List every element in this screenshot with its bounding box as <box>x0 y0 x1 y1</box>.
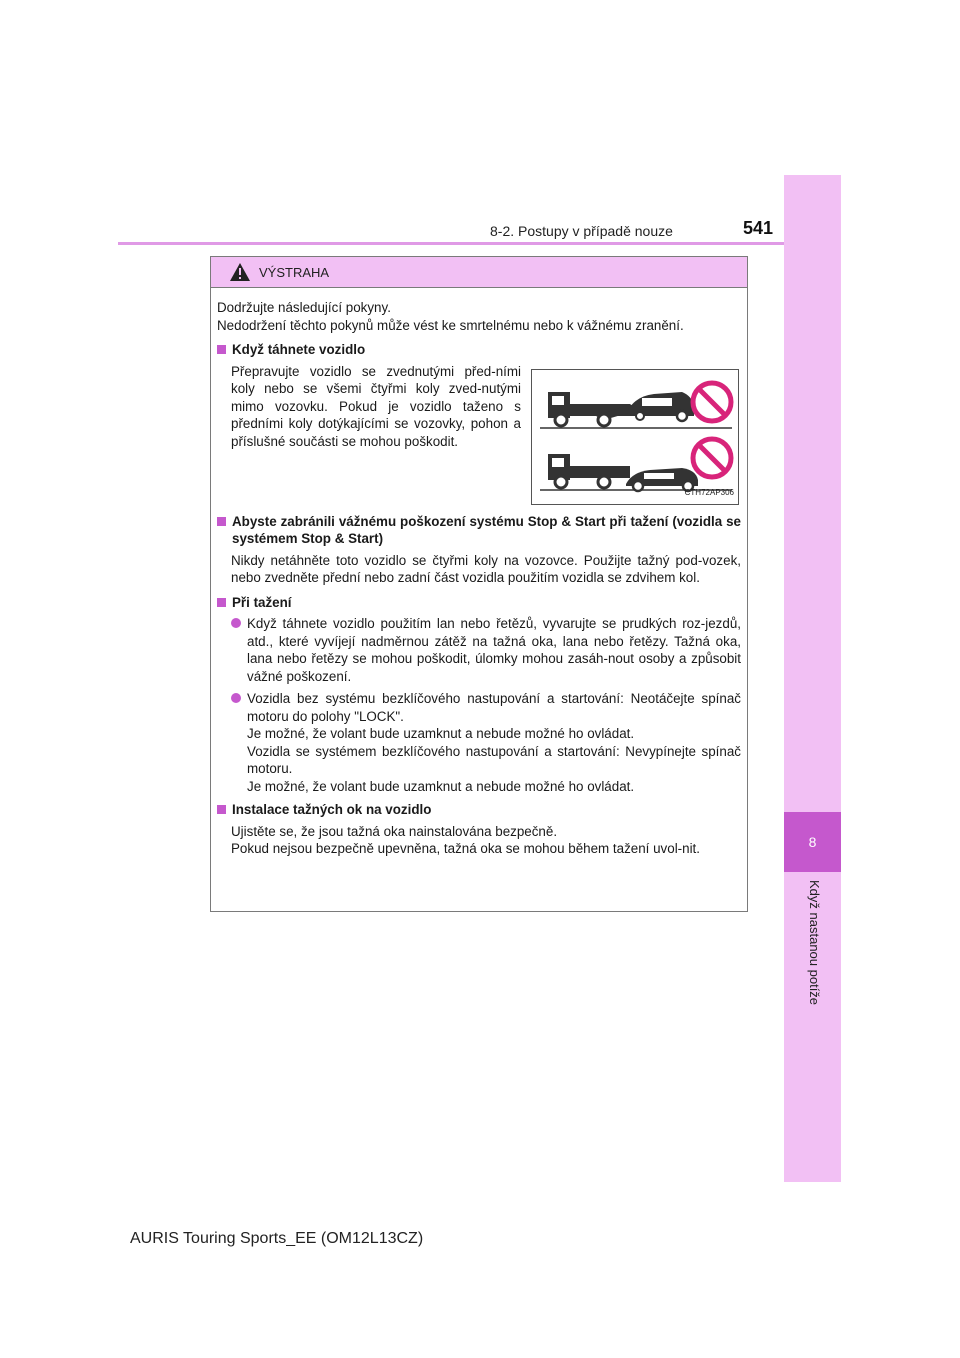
during-towing-heading: Při tažení <box>232 594 292 610</box>
header-rule <box>118 242 784 245</box>
intro-line-1: Dodržujte následující pokyny. <box>217 300 391 315</box>
towing-eyelet-text <box>217 823 741 858</box>
towing-ropes-text: Když táhnete vozidlo použitím lan nebo řetězů, vyvarujte se prudkých roz-jezdů, atd., které vyvíjejí nadměrnou zátěž na tažná oka, lana nebo řetězy. Tažná oka, lana nebo řetězy se mohou poškodit, úlomky mohou zasáh-nout osoby a způsobit vážné poškození. <box>247 616 741 684</box>
intro-line-2: Nedodržení těchto pokynů může vést ke smrtelnému nebo k vážnému zranění. <box>217 317 684 333</box>
section-title: 8-2. Postupy v případě nouze <box>490 223 673 239</box>
stop-start-heading: Abyste zabránili vážnému poškození systému Stop & Start při tažení (vozidla se systémem Stop & Start) <box>232 513 741 546</box>
warning-intro <box>217 299 741 334</box>
stop-start-text: Nikdy netáhněte toto vozidlo se čtyřmi koly na vozovce. Použijte tažný pod-vozek, nebo zvedněte přední nebo zadní část vozidla použitím vozidla se zdvihem kol. <box>231 552 741 585</box>
chapter-number: 8 <box>784 812 841 872</box>
engine-switch-line-4: Je možné, že volant bude uzamknut a nebude možné ho ovládat. <box>247 778 635 794</box>
section-heading <box>217 594 741 612</box>
page-number: 541 <box>743 218 774 238</box>
engine-switch-text <box>247 690 741 795</box>
section-heading <box>217 801 741 819</box>
warning-header <box>211 257 747 288</box>
warning-title: VÝSTRAHA <box>259 264 330 280</box>
engine-switch-line-1: Vozidla bez systému bezklíčového nastupování a startování: Neotáčejte spínač motoru do polohy "LOCK". <box>247 691 741 724</box>
towing-illustration <box>531 369 739 505</box>
towing-eyelet-line-2: Pokud nejsou bezpečně upevněna, tažná oka se mohou během tažení uvol-nit. <box>231 841 700 856</box>
square-bullet-icon <box>217 345 226 354</box>
list-item <box>217 615 741 685</box>
section-heading <box>217 341 741 359</box>
section-heading <box>217 513 741 548</box>
round-bullet-icon <box>231 618 241 628</box>
engine-switch-line-3: Vozidla se systémem bezklíčového nastupování a startování: Nevypínejte spínač motoru. <box>247 743 741 776</box>
list-item <box>217 690 741 795</box>
square-bullet-icon <box>217 805 226 814</box>
warning-content <box>217 299 741 858</box>
round-bullet-icon <box>231 693 241 703</box>
warning-box <box>210 256 748 912</box>
towing-eyelet-line-1: Ujistěte se, že jsou tažná oka nainstalována bezpečně. <box>231 823 558 839</box>
warning-triangle-icon <box>229 262 251 282</box>
footer-model: AURIS Touring Sports_EE (OM12L13CZ) <box>130 1230 424 1247</box>
towing-row <box>217 363 741 505</box>
illustration-code: CTH72AP306 <box>684 488 734 497</box>
towing-text: Přepravujte vozidlo se zvednutými před-ními koly nebo se všemi čtyřmi koly zved-nutými mimo vozovku. Pokud je vozidlo taženo s předními koly dotýkajícími se vozovky, pohon a příslušné součásti se mohou poškodit. <box>231 363 521 449</box>
chapter-side-tab <box>784 175 841 1182</box>
square-bullet-icon <box>217 598 226 607</box>
chapter-label: Když nastanou potíže <box>807 880 822 1006</box>
engine-switch-line-2: Je možné, že volant bude uzamknut a nebude možné ho ovládat. <box>247 726 635 741</box>
towing-heading: Když táhnete vozidlo <box>232 342 366 357</box>
square-bullet-icon <box>217 517 226 526</box>
towing-eyelet-heading: Instalace tažných ok na vozidlo <box>232 802 432 817</box>
